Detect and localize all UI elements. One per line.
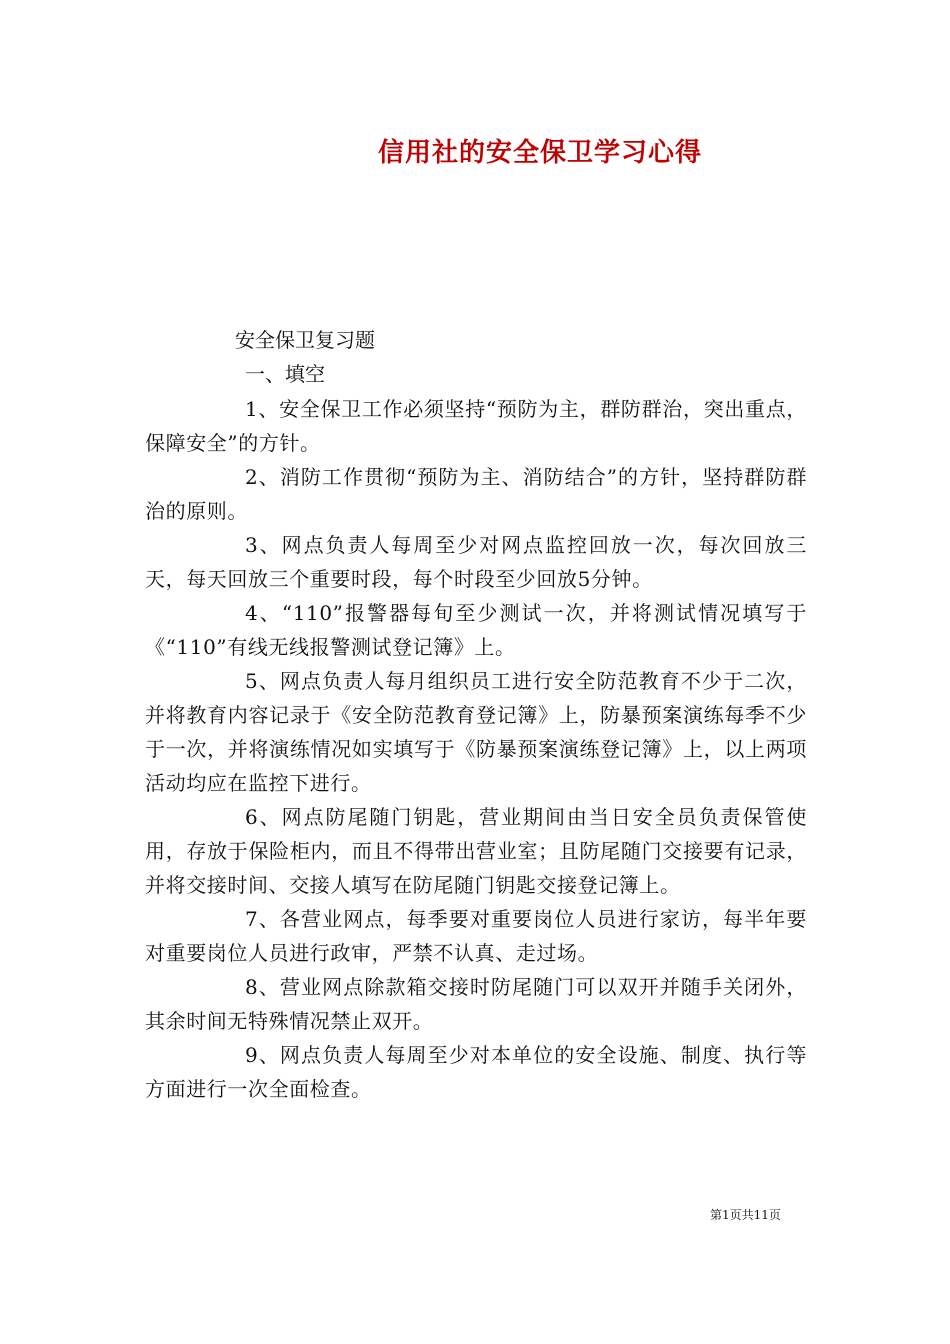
paragraph-7: 7、各营业网点，每季要对重要岗位人员进行家访，每半年要对重要岗位人员进行政审，严禁不认真、走过场。	[145, 907, 807, 965]
document-body	[145, 324, 807, 1106]
paragraph-6: 6、网点防尾随门钥匙，营业期间由当日安全员负责保管使用，存放于保险柜内，而且不得带出营业室；且防尾随门交接要有记录，并将交接时间、交接人填写在防尾随门钥匙交接登记簿上。	[145, 805, 807, 897]
paragraph-8: 8、营业网点除款箱交接时防尾随门可以双开并随手关闭外，其余时间无特殊情况禁止双开。	[145, 975, 807, 1033]
page-number-footer: 第1页共11页	[710, 1208, 781, 1222]
paragraph-9: 9、网点负责人每周至少对本单位的安全设施、制度、执行等方面进行一次全面检查。	[145, 1043, 807, 1101]
paragraph-2: 2、消防工作贯彻“预防为主、消防结合”的方针，坚持群防群治的原则。	[145, 465, 807, 523]
paragraph-3: 3、网点负责人每周至少对网点监控回放一次，每次回放三天，每天回放三个重要时段，每个时段至少回放5分钟。	[145, 533, 807, 591]
paragraph-5: 5、网点负责人每月组织员工进行安全防范教育不少于二次，并将教育内容记录于《安全防范教育登记簿》上，防暴预案演练每季不少于一次，并将演练情况如实填写于《防暴预案演练登记簿》上，以上两项活动均应在监控下进行。	[145, 669, 807, 795]
paragraph-4: 4、“110”报警器每旬至少测试一次，并将测试情况填写于《“110”有线无线报警测试登记簿》上。	[145, 601, 807, 659]
document-title: 信用社的安全保卫学习心得	[377, 138, 702, 168]
section-title: 安全保卫复习题	[235, 328, 375, 352]
subsection-title: 一、填空	[245, 362, 325, 386]
paragraph-1: 1、安全保卫工作必须坚持“预防为主，群防群治，突出重点，保障安全”的方针。	[145, 397, 807, 455]
